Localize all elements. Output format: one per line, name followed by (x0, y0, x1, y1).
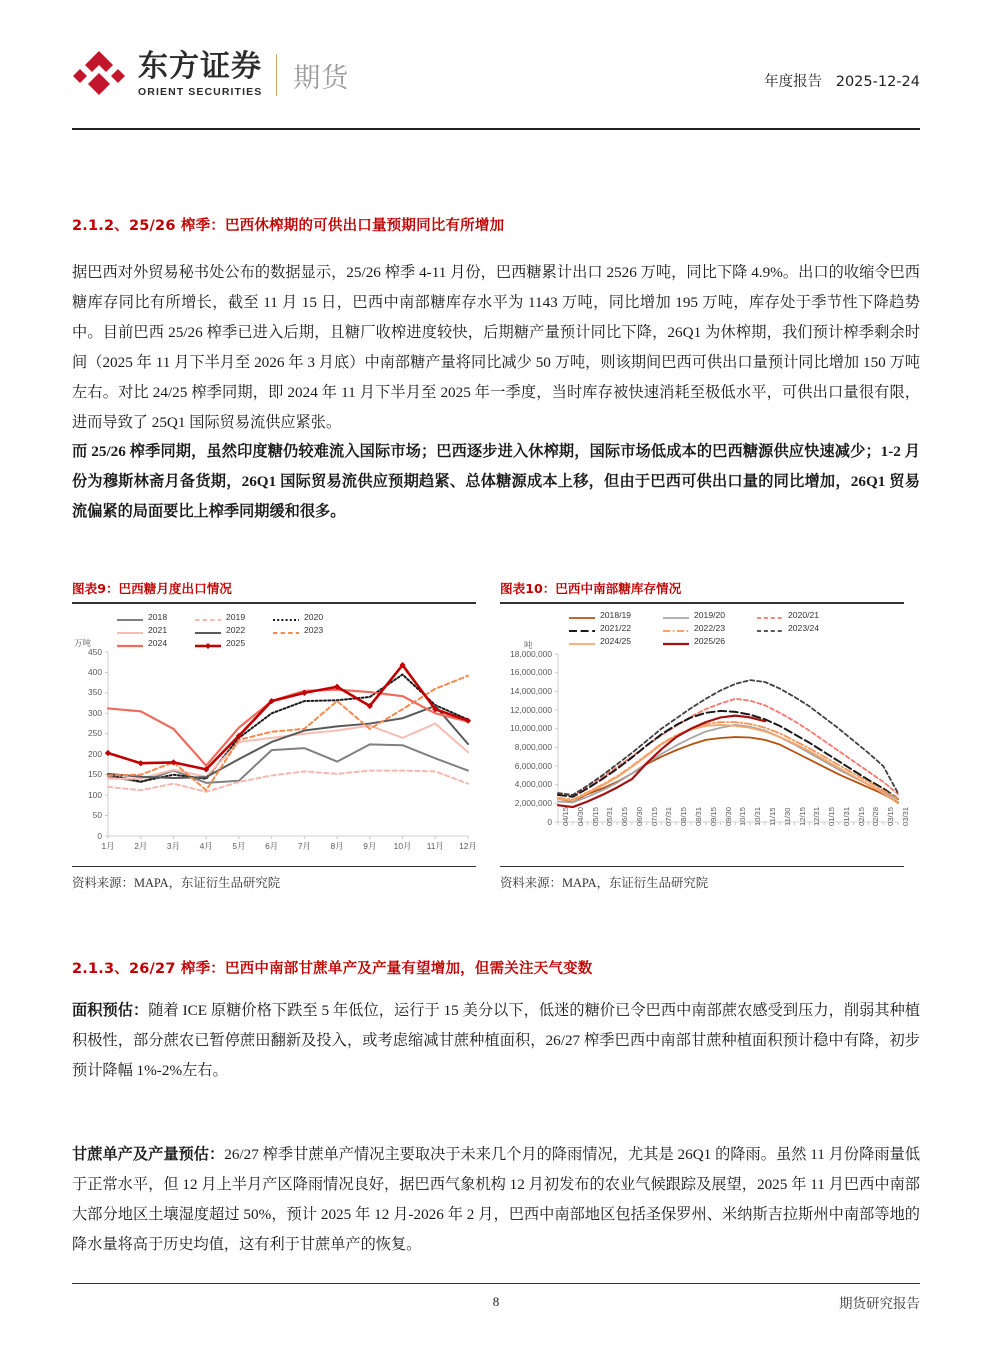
y-axis-unit-label: 吨 (524, 639, 533, 650)
y-axis-tick-label: 2,000,000 (514, 797, 552, 808)
legend-label: 2021 (148, 624, 168, 635)
x-axis-tick-label: 10/15 (738, 806, 748, 826)
x-axis-tick-label: 06/15 (620, 806, 630, 826)
header-divider (72, 128, 920, 130)
legend-item-2024 (116, 638, 194, 648)
y-axis-tick-label: 100 (88, 789, 102, 800)
legend-swatch (662, 623, 690, 633)
paragraph-212-part2: 而 25/26 榨季同期，虽然印度糖仍较难流入国际市场；巴西逐步进入休榨期，国际市场低成本的巴西糖源供应快速减少；1-2 月份为穆斯林斋月备货期，26Q1 国际贸易流供应预期趋紧、总体糖源成本上移，但由于巴西可供出口量的同比增加，26Q1 贸易流偏紧的局面要比上榨季同期缓和很多。 (72, 443, 920, 520)
legend-label: 2025 (226, 637, 246, 648)
legend-swatch (194, 638, 222, 648)
y-axis-tick-label: 150 (88, 769, 102, 780)
legend-swatch (756, 623, 784, 633)
legend-label: 2023/24 (788, 622, 820, 633)
legend-item-2025 (194, 638, 272, 648)
x-axis-tick-label: 12/31 (812, 806, 822, 826)
x-axis-tick-label: 11/30 (782, 807, 792, 826)
x-axis-tick-label: 07/15 (649, 806, 659, 826)
chart-legend (568, 610, 850, 646)
exhibit-9-source: 资料来源：MAPA，东证衍生品研究院 (72, 875, 281, 890)
legend-item-2022 (194, 625, 272, 635)
y-axis-tick-label: 6,000,000 (514, 760, 552, 771)
y-axis-tick-label: 8,000,000 (514, 741, 552, 752)
exhibit-9-chart-area (72, 604, 476, 866)
legend-label: 2018/19 (600, 609, 632, 620)
orient-securities-logo-icon (72, 49, 128, 101)
legend-label: 2024 (148, 637, 168, 648)
legend-swatch (116, 638, 144, 648)
legend-item-2020 (272, 612, 350, 622)
footer-divider (72, 1283, 920, 1284)
legend-label: 2022/23 (694, 622, 726, 633)
paragraph-213-area-label: 面积预估： (72, 1002, 149, 1019)
legend-label: 2023 (304, 624, 324, 635)
legend-item-2018-19 (568, 610, 662, 620)
legend-item-2019-20 (662, 610, 756, 620)
x-axis-tick-label: 1月 (101, 840, 115, 851)
y-axis-tick-label: 300 (88, 707, 102, 718)
x-axis-tick-label: 08/31 (694, 806, 704, 826)
section-heading-212: 2.1.2、25/26 榨季：巴西休榨期的可供出口量预期同比有所增加 (72, 218, 505, 234)
legend-swatch (116, 625, 144, 635)
y-axis-tick-label: 12,000,000 (510, 704, 552, 715)
paragraph-213-area-text: 随着 ICE 原糖价格下跌至 5 年低位，运行于 15 美分以下，低迷的糖价已令巴西中南部蔗农感受到压力，削弱其种植积极性，部分蔗农已暂停蔗田翻新及投入，或考虑缩减甘蔗种植面积，26/27 榨季巴西中南部甘蔗种植面积预计稳中有降，初步预计降幅 1%-2%左右。 (72, 1002, 921, 1079)
legend-item-2021-22 (568, 623, 662, 633)
legend-swatch (116, 612, 144, 622)
legend-item-2020-21 (756, 610, 850, 620)
legend-label: 2020 (304, 611, 324, 622)
chart-legend (116, 612, 350, 648)
brazil-sugar-monthly-export-chart (72, 604, 476, 866)
legend-label: 2018 (148, 611, 168, 622)
x-axis-tick-label: 03/31 (901, 806, 910, 826)
exhibit-10-title: 图表10：巴西中南部糖库存情况 (500, 581, 682, 596)
y-axis-tick-label: 10,000,000 (510, 723, 552, 734)
legend-swatch (662, 610, 690, 620)
y-axis-tick-label: 0 (547, 816, 552, 827)
x-axis-tick-label: 6月 (265, 840, 279, 851)
y-axis-tick-label: 14,000,000 (510, 685, 552, 696)
x-axis-tick-label: 7月 (297, 840, 311, 851)
legend-label: 2019/20 (694, 609, 726, 620)
legend-item-2021 (116, 625, 194, 635)
x-axis-tick-label: 05/31 (605, 806, 615, 826)
legend-item-2023-24 (756, 623, 850, 633)
y-axis-tick-label: 400 (88, 667, 102, 678)
legend-item-2019 (194, 612, 272, 622)
exhibit-10-chart-area (500, 604, 910, 866)
x-axis-tick-label: 4月 (199, 840, 213, 851)
x-axis-tick-label: 11月 (426, 840, 444, 851)
series-line-2021 (108, 723, 468, 778)
series-line-2024 (108, 689, 468, 765)
legend-swatch (272, 612, 300, 622)
series-line-2020 (108, 674, 468, 781)
x-axis-tick-label: 05/15 (590, 806, 600, 826)
x-axis-tick-label: 04/15 (561, 806, 570, 826)
x-axis-tick-label: 10/31 (753, 806, 763, 826)
legend-swatch (756, 610, 784, 620)
legend-item-2018 (116, 612, 194, 622)
y-axis-unit-label: 万吨 (74, 637, 92, 648)
x-axis-tick-label: 12月 (459, 840, 477, 851)
header-report-meta (764, 70, 920, 91)
legend-item-2024-25 (568, 636, 662, 646)
legend-swatch (568, 610, 596, 620)
series-marker (138, 760, 144, 766)
x-axis-tick-label: 08/15 (679, 806, 689, 826)
logo-company-name-cn: 东方证券 (138, 49, 262, 84)
y-axis-tick-label: 4,000,000 (514, 779, 552, 790)
legend-item-2025-26 (662, 636, 756, 646)
footer-label: 期货研究报告 (839, 1296, 920, 1312)
section-heading-213: 2.1.3、26/27 榨季：巴西中南部甘蔗单产及产量有望增加，但需关注天气变数 (72, 961, 593, 977)
logo-division-label: 期货 (293, 62, 350, 94)
report-date: 2025-12-24 (835, 74, 920, 90)
legend-label: 2020/21 (788, 609, 820, 620)
y-axis-tick-label: 50 (92, 810, 102, 821)
x-axis-tick-label: 09/15 (708, 806, 718, 826)
x-axis-tick-label: 09/30 (723, 806, 733, 826)
y-axis-tick-label: 450 (88, 646, 102, 657)
x-axis-tick-label: 5月 (232, 840, 246, 851)
x-axis-tick-label: 01/15 (827, 806, 837, 826)
paragraph-213-yield-estimate (72, 1140, 920, 1260)
x-axis-tick-label: 9月 (363, 840, 377, 851)
x-axis-tick-label: 11/15 (767, 807, 777, 826)
series-line-2025 (108, 665, 468, 769)
x-axis-tick-label: 8月 (330, 840, 344, 851)
paragraph-213-yield-text: 26/27 榨季甘蔗单产情况主要取决于未来几个月的降雨情况，尤其是 26Q1 的降雨。虽然 11 月份降雨量低于正常水平，但 12 月上半月产区降雨情况良好，据巴西气象机构 12 月初发布的农业气候跟踪及展望，2025 年 11 月巴西中南部大部分地区土壤湿度超过 50%，预计 2025 年 12 月-2026 年 2 月，巴西中南部地区包括圣保罗州、米纳斯吉拉斯州中南部等地的降水量将高于历史均值，这有利于甘蔗单产的恢复。 (72, 1146, 921, 1253)
legend-swatch (272, 625, 300, 635)
y-axis-tick-label: 350 (88, 687, 102, 698)
y-axis-tick-label: 0 (97, 830, 102, 841)
exhibit-10 (500, 578, 910, 891)
page-number: 8 (492, 1294, 500, 1309)
exhibit-9 (72, 578, 476, 891)
exhibit-10-source: 资料来源：MAPA，东证衍生品研究院 (500, 875, 709, 890)
x-axis-tick-label: 10月 (393, 840, 412, 851)
x-axis-tick-label: 06/30 (634, 806, 644, 826)
paragraph-213-yield-label: 甘蔗单产及产量预估： (72, 1146, 225, 1163)
logo-company-name-en: ORIENT SECURITIES (138, 86, 263, 98)
company-logo (72, 44, 349, 106)
paragraph-212-part1: 据巴西对外贸易秘书处公布的数据显示，25/26 榨季 4-11 月份，巴西糖累计出口 2526 万吨，同比下降 4.9%。出口的收缩令巴西糖库存同比有所增长，截至 11 月 15 日，巴西中南部糖库存水平为 1143 万吨，同比增加 195 万吨，库存处于季节性下降趋势中。目前巴西 25/26 榨季已进入后期，且糖厂收榨进度较快，后期糖产量预计同比下降，26Q1 为休榨期，我们预计榨季剩余时间（2025 年 11 月下半月至 2026 年 3 月底）中南部糖产量将同比减少 50 万吨，则该期间巴西可供出口量预计同比增加 150 万吨左右。对比 24/25 榨季同期，即 2024 年 11 月下半月至 2025 年一季度，当时库存被快速消耗至极低水平，可供出口量很有限，进而导致了 25Q1 国际贸易流供应紧张。 (72, 264, 921, 431)
legend-swatch (568, 636, 596, 646)
x-axis-tick-label: 12/15 (797, 806, 807, 826)
y-axis-tick-label: 250 (88, 728, 102, 739)
legend-label: 2019 (226, 611, 246, 622)
y-axis-tick-label: 16,000,000 (510, 667, 552, 678)
legend-item-2023 (272, 625, 350, 635)
x-axis-tick-label: 04/30 (575, 806, 585, 826)
x-axis-tick-label: 02/28 (871, 806, 881, 826)
exhibit-9-title: 图表9：巴西糖月度出口情况 (72, 581, 232, 596)
logo-divider (276, 54, 277, 96)
y-axis-tick-label: 200 (88, 748, 102, 759)
brazil-cs-sugar-stock-chart (500, 604, 910, 866)
series-marker (105, 749, 111, 755)
series-line-2022-23 (558, 722, 898, 799)
page-header (72, 44, 920, 126)
paragraph-213-area-estimate (72, 996, 920, 1086)
x-axis-tick-label: 3月 (166, 840, 180, 851)
legend-swatch (662, 636, 690, 646)
legend-swatch (568, 623, 596, 633)
x-axis-tick-label: 03/15 (886, 806, 896, 826)
legend-label: 2024/25 (600, 635, 632, 646)
x-axis-tick-label: 2月 (134, 840, 148, 851)
legend-item-2022-23 (662, 623, 756, 633)
report-type-label: 年度报告 (764, 74, 823, 90)
legend-swatch (194, 612, 222, 622)
legend-label: 2025/26 (694, 635, 726, 646)
x-axis-tick-label: 07/31 (664, 806, 674, 826)
legend-label: 2021/22 (600, 622, 632, 633)
y-axis-tick-label: 18,000,000 (510, 648, 552, 659)
legend-swatch (194, 625, 222, 635)
legend-label: 2022 (226, 624, 246, 635)
x-axis-tick-label: 02/15 (856, 806, 866, 826)
x-axis-tick-label: 01/31 (841, 806, 851, 826)
